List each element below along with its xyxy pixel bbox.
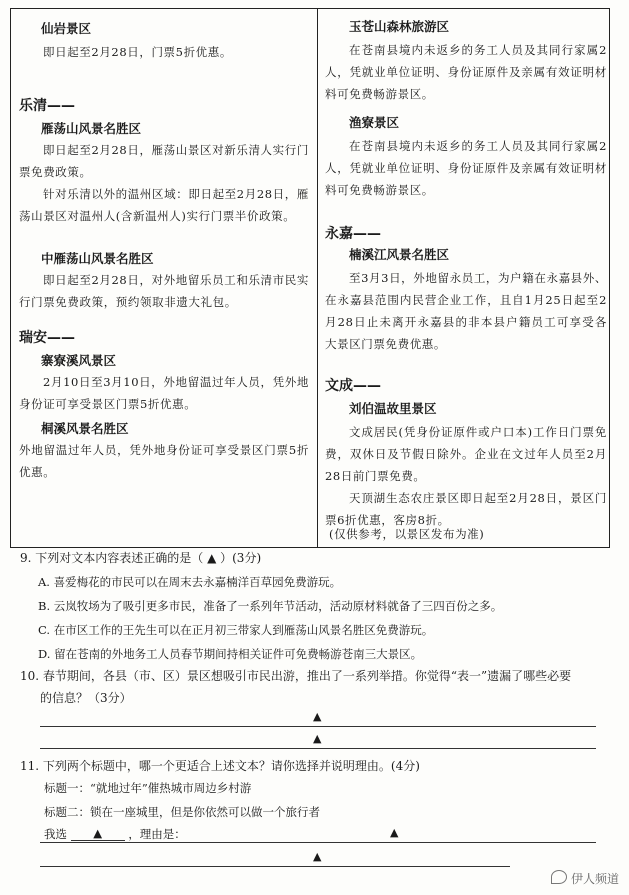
scenic-name: 雁荡山风景名胜区 bbox=[41, 121, 142, 136]
choice-blank[interactable] bbox=[71, 826, 125, 841]
question-11: 11. 下列两个标题中，哪一个更适合上述文本？请你选择并说明理由。(4分) bbox=[20, 759, 420, 773]
scenic-desc: 在苍南县境内未返乡的务工人员及其同行家属2人，凭就业单位证明、身份证原件及亲属有效证明材料可免费畅游景区。 bbox=[325, 139, 607, 197]
answer-marker: ▲ bbox=[313, 732, 322, 745]
answer-marker: ▲ bbox=[93, 826, 103, 840]
option-d: D. 留在苍南的外地务工人员春节期间持相关证件可免费畅游苍南三大景区。 bbox=[38, 647, 423, 661]
scenic-desc: 即日起至2月28日，门票5折优惠。 bbox=[43, 45, 232, 59]
region-heading: 文成—— bbox=[325, 378, 381, 394]
column-divider bbox=[317, 9, 318, 547]
disclaimer-note: (仅供参考，以景区发布为准) bbox=[329, 527, 485, 541]
scenic-name: 渔寮景区 bbox=[349, 115, 400, 130]
answer-line[interactable] bbox=[40, 748, 596, 749]
choice-row bbox=[44, 826, 186, 842]
question-10: 10. 春节期间，各县（市、区）景区想吸引市民出游，推出了一系列举措。你觉得“表一”遗漏了哪些必要 bbox=[20, 669, 572, 683]
scenic-name: 仙岩景区 bbox=[41, 21, 92, 36]
scenic-name: 刘伯温故里景区 bbox=[349, 401, 437, 416]
scenic-desc: 天顶湖生态农庄景区即日起至2月28日，景区门票6折优惠，客房8折。 bbox=[325, 491, 607, 527]
answer-line[interactable] bbox=[40, 866, 510, 867]
title-option-1: 标题一：“就地过年”催热城市周边乡村游 bbox=[44, 781, 252, 795]
answer-line[interactable] bbox=[40, 842, 596, 843]
scenic-desc: 文成居民(凭身份证原件或户口本)工作日门票免费，双休日及节假日除外。企业在文过年人员至2月28日前门票免费。 bbox=[325, 425, 607, 483]
title-option-2: 标题二：锁在一座城里，但是你依然可以做一个旅行者 bbox=[44, 805, 320, 819]
choose-label: 我选 bbox=[44, 827, 67, 841]
scenic-desc: 即日起至2月28日，对外地留乐员工和乐清市民实行门票免费政策，预约领取非遗大礼包。 bbox=[19, 273, 309, 309]
scenic-desc: 外地留温过年人员，凭外地身份证可享受景区门票5折优惠。 bbox=[19, 443, 309, 479]
scenic-desc: 至3月3日，外地留永员工，为户籍在永嘉县外、在永嘉县范围内民营企业工作，且自1月25日起至2月28日止未离开永嘉县的非本县户籍员工可享受各大景区门票免费优惠。 bbox=[325, 271, 607, 351]
scenic-name: 中雁荡山风景名胜区 bbox=[41, 251, 154, 266]
region-heading: 乐清—— bbox=[19, 98, 75, 114]
answer-line[interactable] bbox=[40, 726, 596, 727]
answer-marker: ▲ bbox=[390, 826, 399, 839]
chat-icon bbox=[551, 870, 567, 884]
option-a: A. 喜爱梅花的市民可以在周末去永嘉楠洋百草园免费游玩。 bbox=[38, 575, 342, 589]
scenic-desc: 2月10日至3月10日，外地留温过年人员，凭外地身份证可享受景区门票5折优惠。 bbox=[19, 375, 309, 411]
answer-marker: ▲ bbox=[313, 710, 322, 723]
scenic-table bbox=[10, 8, 610, 548]
scenic-name: 楠溪江风景名胜区 bbox=[349, 247, 450, 262]
answer-marker: ▲ bbox=[313, 850, 322, 863]
option-c: C. 在市区工作的王先生可以在正月初三带家人到雁荡山风景名胜区免费游玩。 bbox=[38, 623, 434, 637]
scenic-name: 桐溪风景名胜区 bbox=[41, 421, 129, 436]
watermark-text: 伊人频道 bbox=[570, 872, 619, 886]
region-heading: 永嘉—— bbox=[325, 226, 381, 242]
scenic-name: 寨寮溪风景区 bbox=[41, 353, 117, 368]
scenic-desc: 针对乐清以外的温州区域：即日起至2月28日，雁荡山景区对温州人(含新温州人)实行门票半价政策。 bbox=[19, 187, 309, 223]
region-heading: 瑞安—— bbox=[19, 330, 75, 346]
question-9: 9. 下列对文本内容表述正确的是（ ▲ ）(3分) bbox=[20, 551, 262, 565]
scenic-desc: 即日起至2月28日，雁荡山景区对新乐清人实行门票免费政策。 bbox=[19, 143, 309, 179]
option-b: B. 云岚牧场为了吸引更多市民，准备了一系列年节活动，活动原材料就备了三四百份之多。 bbox=[38, 599, 503, 613]
reason-label: ，理由是： bbox=[128, 827, 186, 841]
question-10-cont: 的信息？（3分） bbox=[40, 691, 132, 705]
scenic-desc: 在苍南县境内未返乡的务工人员及其同行家属2人，凭就业单位证明、身份证原件及亲属有效证明材料可免费畅游景区。 bbox=[325, 43, 607, 101]
scenic-name: 玉苍山森林旅游区 bbox=[349, 19, 450, 34]
watermark bbox=[551, 870, 619, 887]
